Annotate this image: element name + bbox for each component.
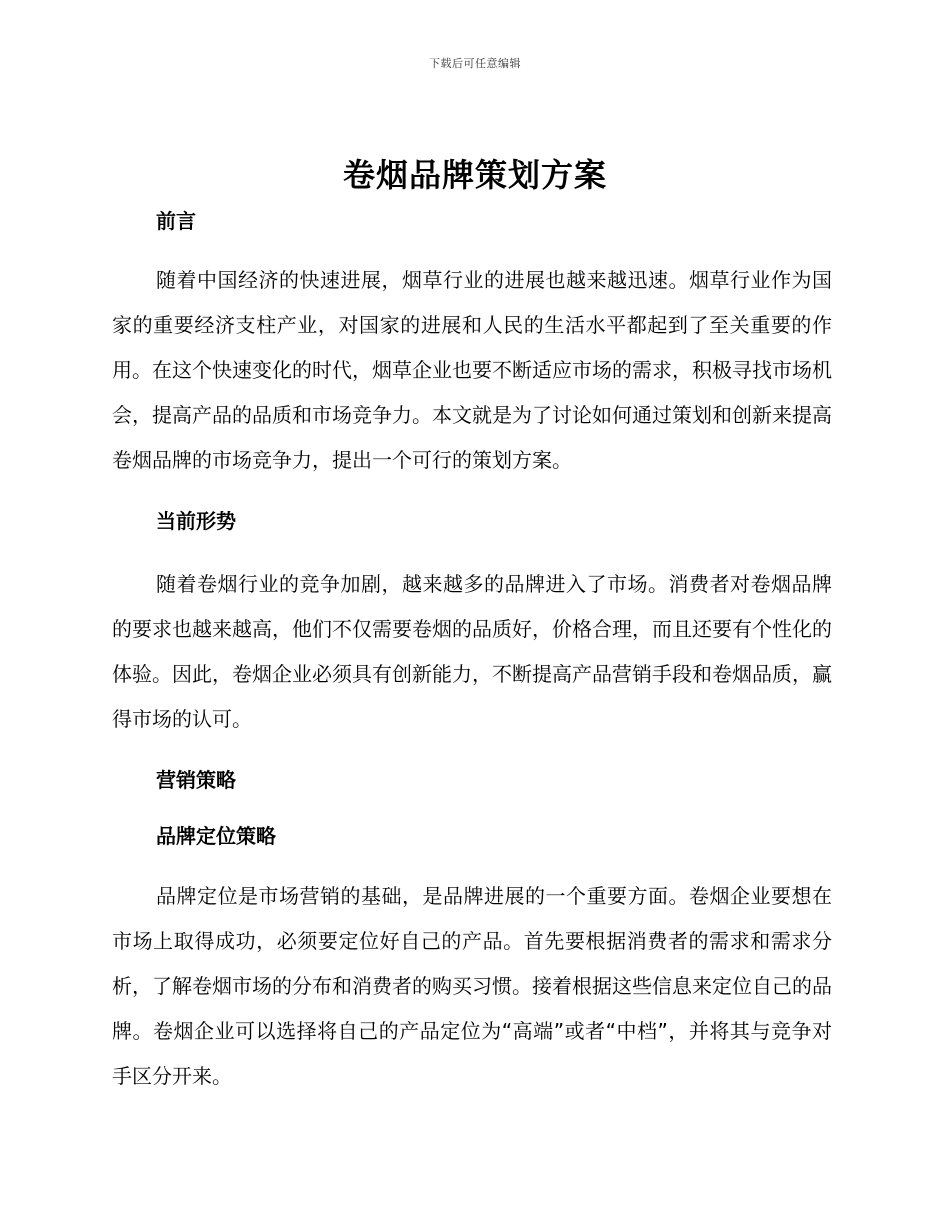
paragraph-current-situation: 随着卷烟行业的竞争加剧，越来越多的品牌进入了市场。消费者对卷烟品牌的要求也越来越高，他们不仅需要卷烟的品质好，价格合理，而且还要有个性化的体验。因此，卷烟企业必须具有创新能力，不断提高产品营销手段和卷烟品质，赢得市场的认可。	[112, 572, 832, 731]
document-body	[112, 205, 832, 1099]
document-title: 卷烟品牌策划方案	[342, 156, 607, 194]
page-header-note: 下载后可任意编辑	[429, 57, 521, 70]
section-heading-brand-positioning: 品牌定位策略	[156, 824, 276, 848]
section-heading-preface: 前言	[156, 209, 196, 233]
section-heading-marketing-strategy: 营销策略	[156, 768, 236, 792]
section-heading-current-situation: 当前形势	[156, 509, 236, 533]
paragraph-brand-positioning: 品牌定位是市场营销的基础，是品牌进展的一个重要方面。卷烟企业要想在市场上取得成功，必须要定位好自己的产品。首先要根据消费者的需求和需求分析，了解卷烟市场的分布和消费者的购买习惯。接着根据这些信息来定位自己的品牌。卷烟企业可以选择将自己的产品定位为“高端”或者“中档”，并将其与竞争对手区分开来。	[112, 884, 832, 1088]
paragraph-preface: 随着中国经济的快速进展，烟草行业的进展也越来越迅速。烟草行业作为国家的重要经济支柱产业，对国家的进展和人民的生活水平都起到了至关重要的作用。在这个快速变化的时代，烟草企业也要不断适应市场的需求，积极寻找市场机会，提高产品的品质和市场竞争力。本文就是为了讨论如何通过策划和创新来提高卷烟品牌的市场竞争力，提出一个可行的策划方案。	[112, 268, 832, 472]
